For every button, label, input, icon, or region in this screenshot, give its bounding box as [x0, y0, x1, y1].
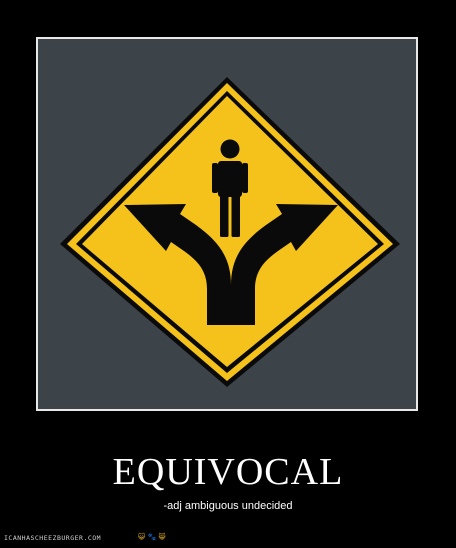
- image-frame: [36, 37, 418, 411]
- road-sign-image: [38, 39, 416, 409]
- warning-sign-diamond: [60, 77, 400, 387]
- site-watermark: ICANHASCHEEZBURGER.COM: [4, 534, 102, 542]
- poster-title: EQUIVOCAL: [112, 451, 344, 493]
- watermark-cat-icon: 😺 🐾 😸: [138, 533, 166, 541]
- poster-subtitle: -adj ambiguous undecided: [163, 500, 293, 512]
- sign-inner-face: [82, 96, 378, 367]
